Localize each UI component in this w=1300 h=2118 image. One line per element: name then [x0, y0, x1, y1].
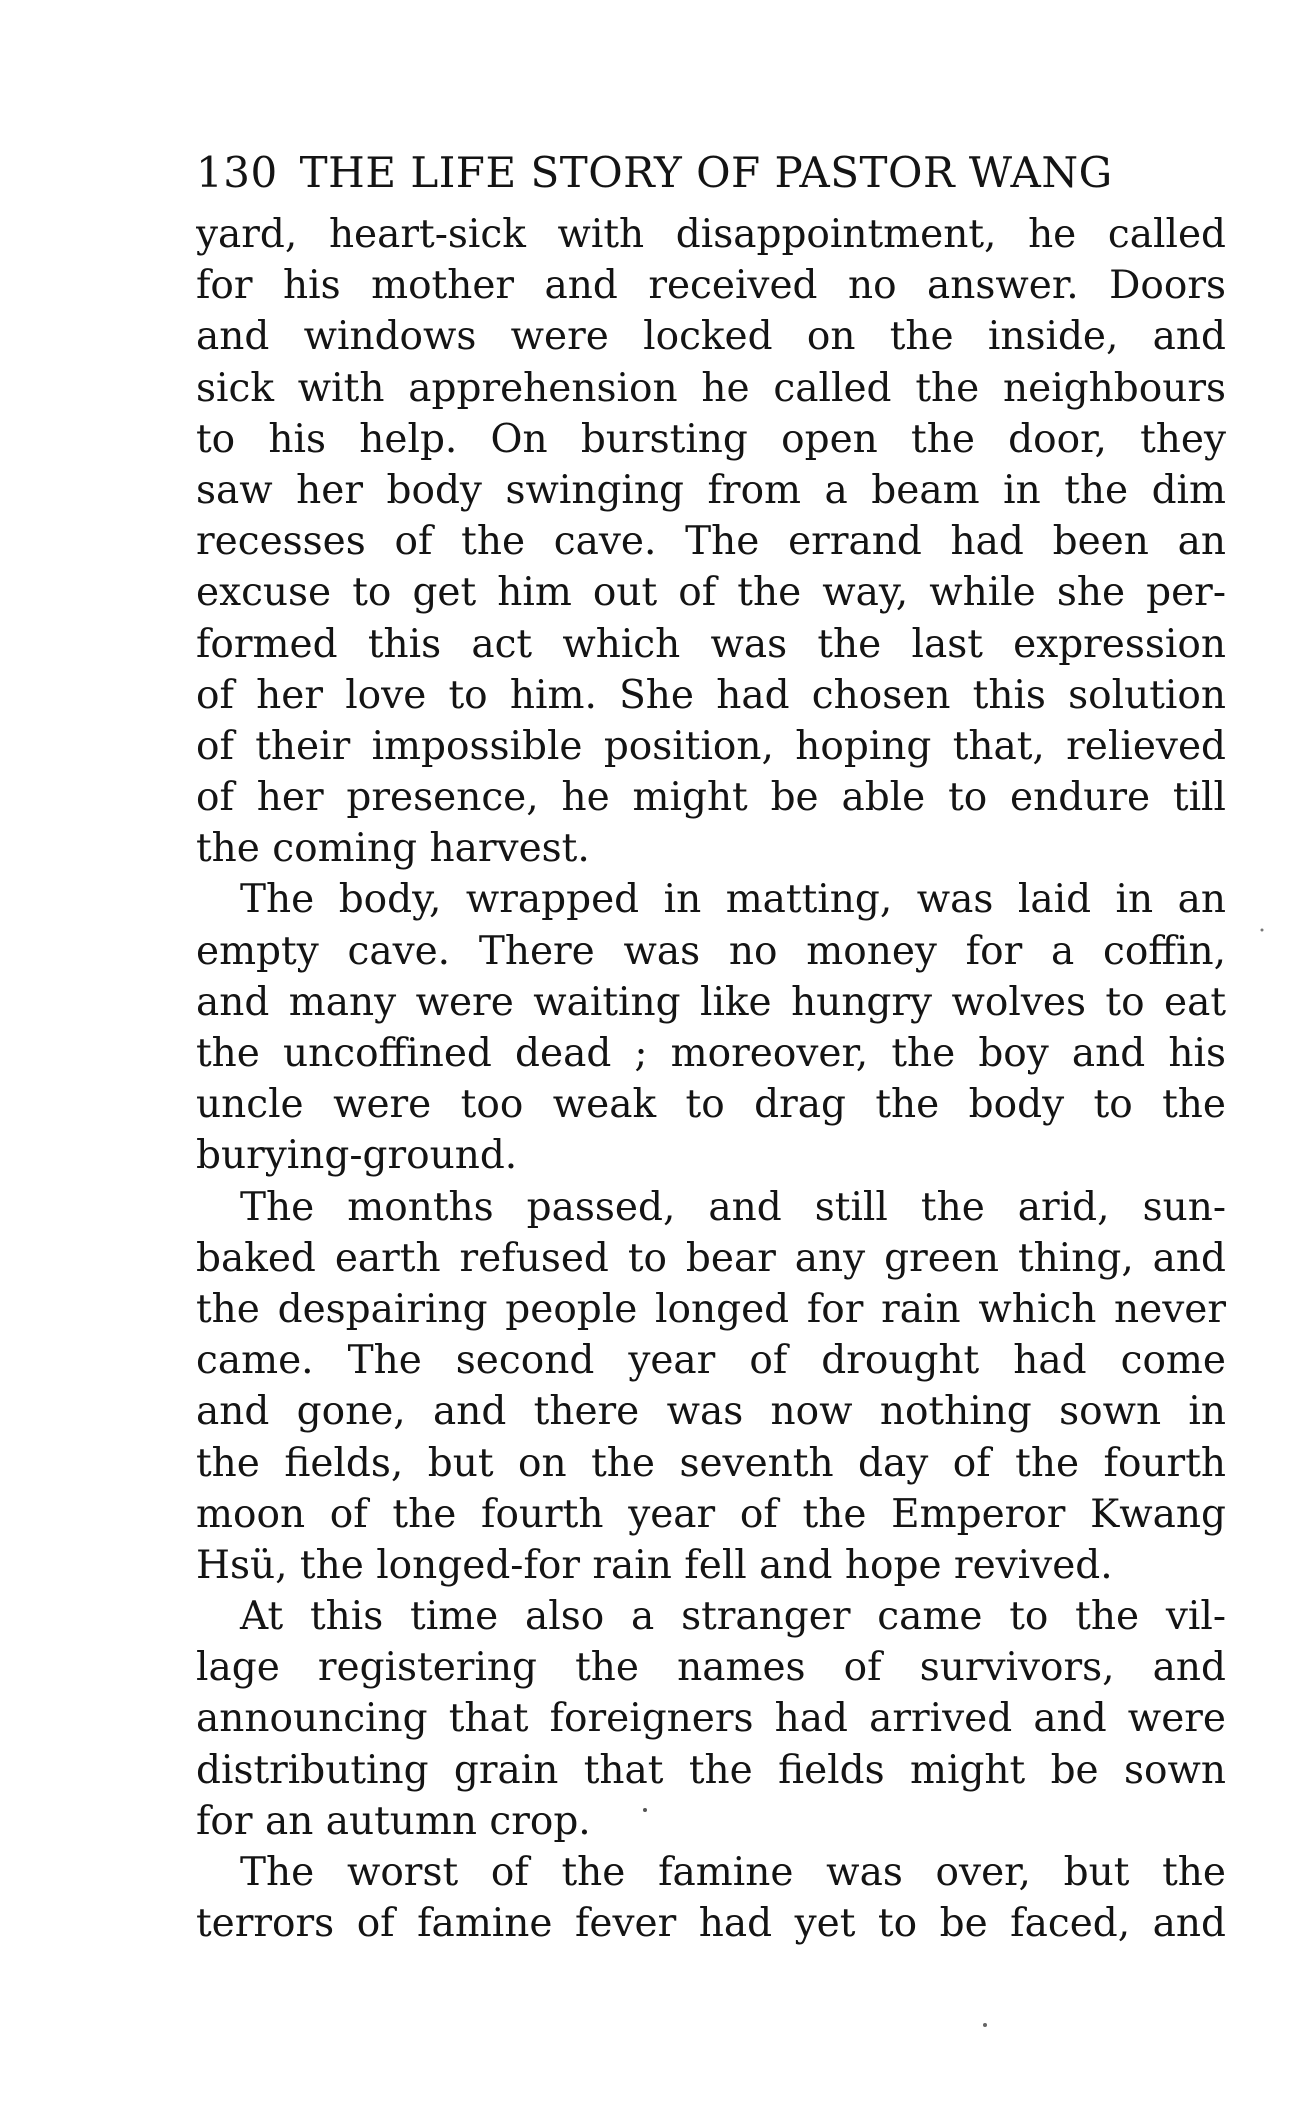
book-page — [196, 148, 1226, 1949]
text-line: for an autumn crop. — [196, 1798, 591, 1844]
running-title: THE LIFE STORY OF PASTOR WANG — [299, 148, 1113, 197]
text-line: and windows were locked on the inside, and — [196, 314, 1226, 360]
text-line: and gone, and there was now nothing sown in — [196, 1389, 1226, 1435]
text-line: came. The second year of drought had come — [196, 1338, 1226, 1384]
text-line: empty cave. There was no money for a coffin, — [196, 928, 1226, 974]
text-line: baked earth refused to bear any green thing, and — [196, 1235, 1226, 1281]
ink-speck — [1261, 929, 1264, 932]
text-line: of their impossible position, hoping that, relieved — [196, 723, 1226, 769]
body-text — [196, 209, 1226, 1949]
running-header — [196, 148, 1226, 197]
text-line: lage registering the names of survivors, and — [196, 1645, 1226, 1691]
text-line: of her love to him. She had chosen this solution — [196, 672, 1226, 718]
text-line: recesses of the cave. The errand had been an — [196, 519, 1226, 565]
text-line: moon of the fourth year of the Emperor Kwang — [196, 1491, 1226, 1537]
text-line: the despairing people longed for rain which never — [196, 1286, 1226, 1332]
text-line: of her presence, he might be able to endure till — [196, 775, 1226, 821]
text-line: The worst of the famine was over, but the — [240, 1850, 1226, 1895]
text-line: announcing that foreigners had arrived and were — [196, 1696, 1226, 1742]
text-line: terrors of famine fever had yet to be faced, and — [196, 1901, 1226, 1947]
text-line: uncle were too weak to drag the body to the — [196, 1082, 1226, 1128]
text-line: yard, heart-sick with disappointment, he called — [196, 212, 1226, 257]
page-number: 130 — [196, 148, 278, 197]
text-line: the coming harvest. — [196, 826, 590, 872]
text-line: The body, wrapped in matting, was laid in an — [240, 877, 1226, 923]
ink-speck — [983, 2023, 987, 2027]
text-line: distributing grain that the fields might be sown — [196, 1747, 1226, 1793]
text-line: to his help. On bursting open the door, they — [196, 416, 1226, 462]
text-line: At this time also a stranger came to the vil- — [240, 1594, 1226, 1640]
text-line: the uncoffined dead ; moreover, the boy and his — [196, 1031, 1226, 1076]
text-line: formed this act which was the last expression — [196, 621, 1226, 667]
text-line: saw her body swinging from a beam in the dim — [196, 467, 1226, 513]
text-line: burying-ground. — [196, 1133, 518, 1179]
text-line: sick with apprehension he called the neighbours — [196, 365, 1226, 411]
text-line: The months passed, and still the arid, sun- — [240, 1184, 1226, 1230]
text-line: excuse to get him out of the way, while she per- — [196, 570, 1226, 616]
text-line: the fields, but on the seventh day of the fourth — [196, 1440, 1226, 1486]
text-line: and many were waiting like hungry wolves to eat — [196, 979, 1226, 1025]
text-line: Hsü, the longed-for rain fell and hope revived. — [196, 1542, 1113, 1588]
text-line: for his mother and received no answer. Doors — [196, 263, 1226, 309]
